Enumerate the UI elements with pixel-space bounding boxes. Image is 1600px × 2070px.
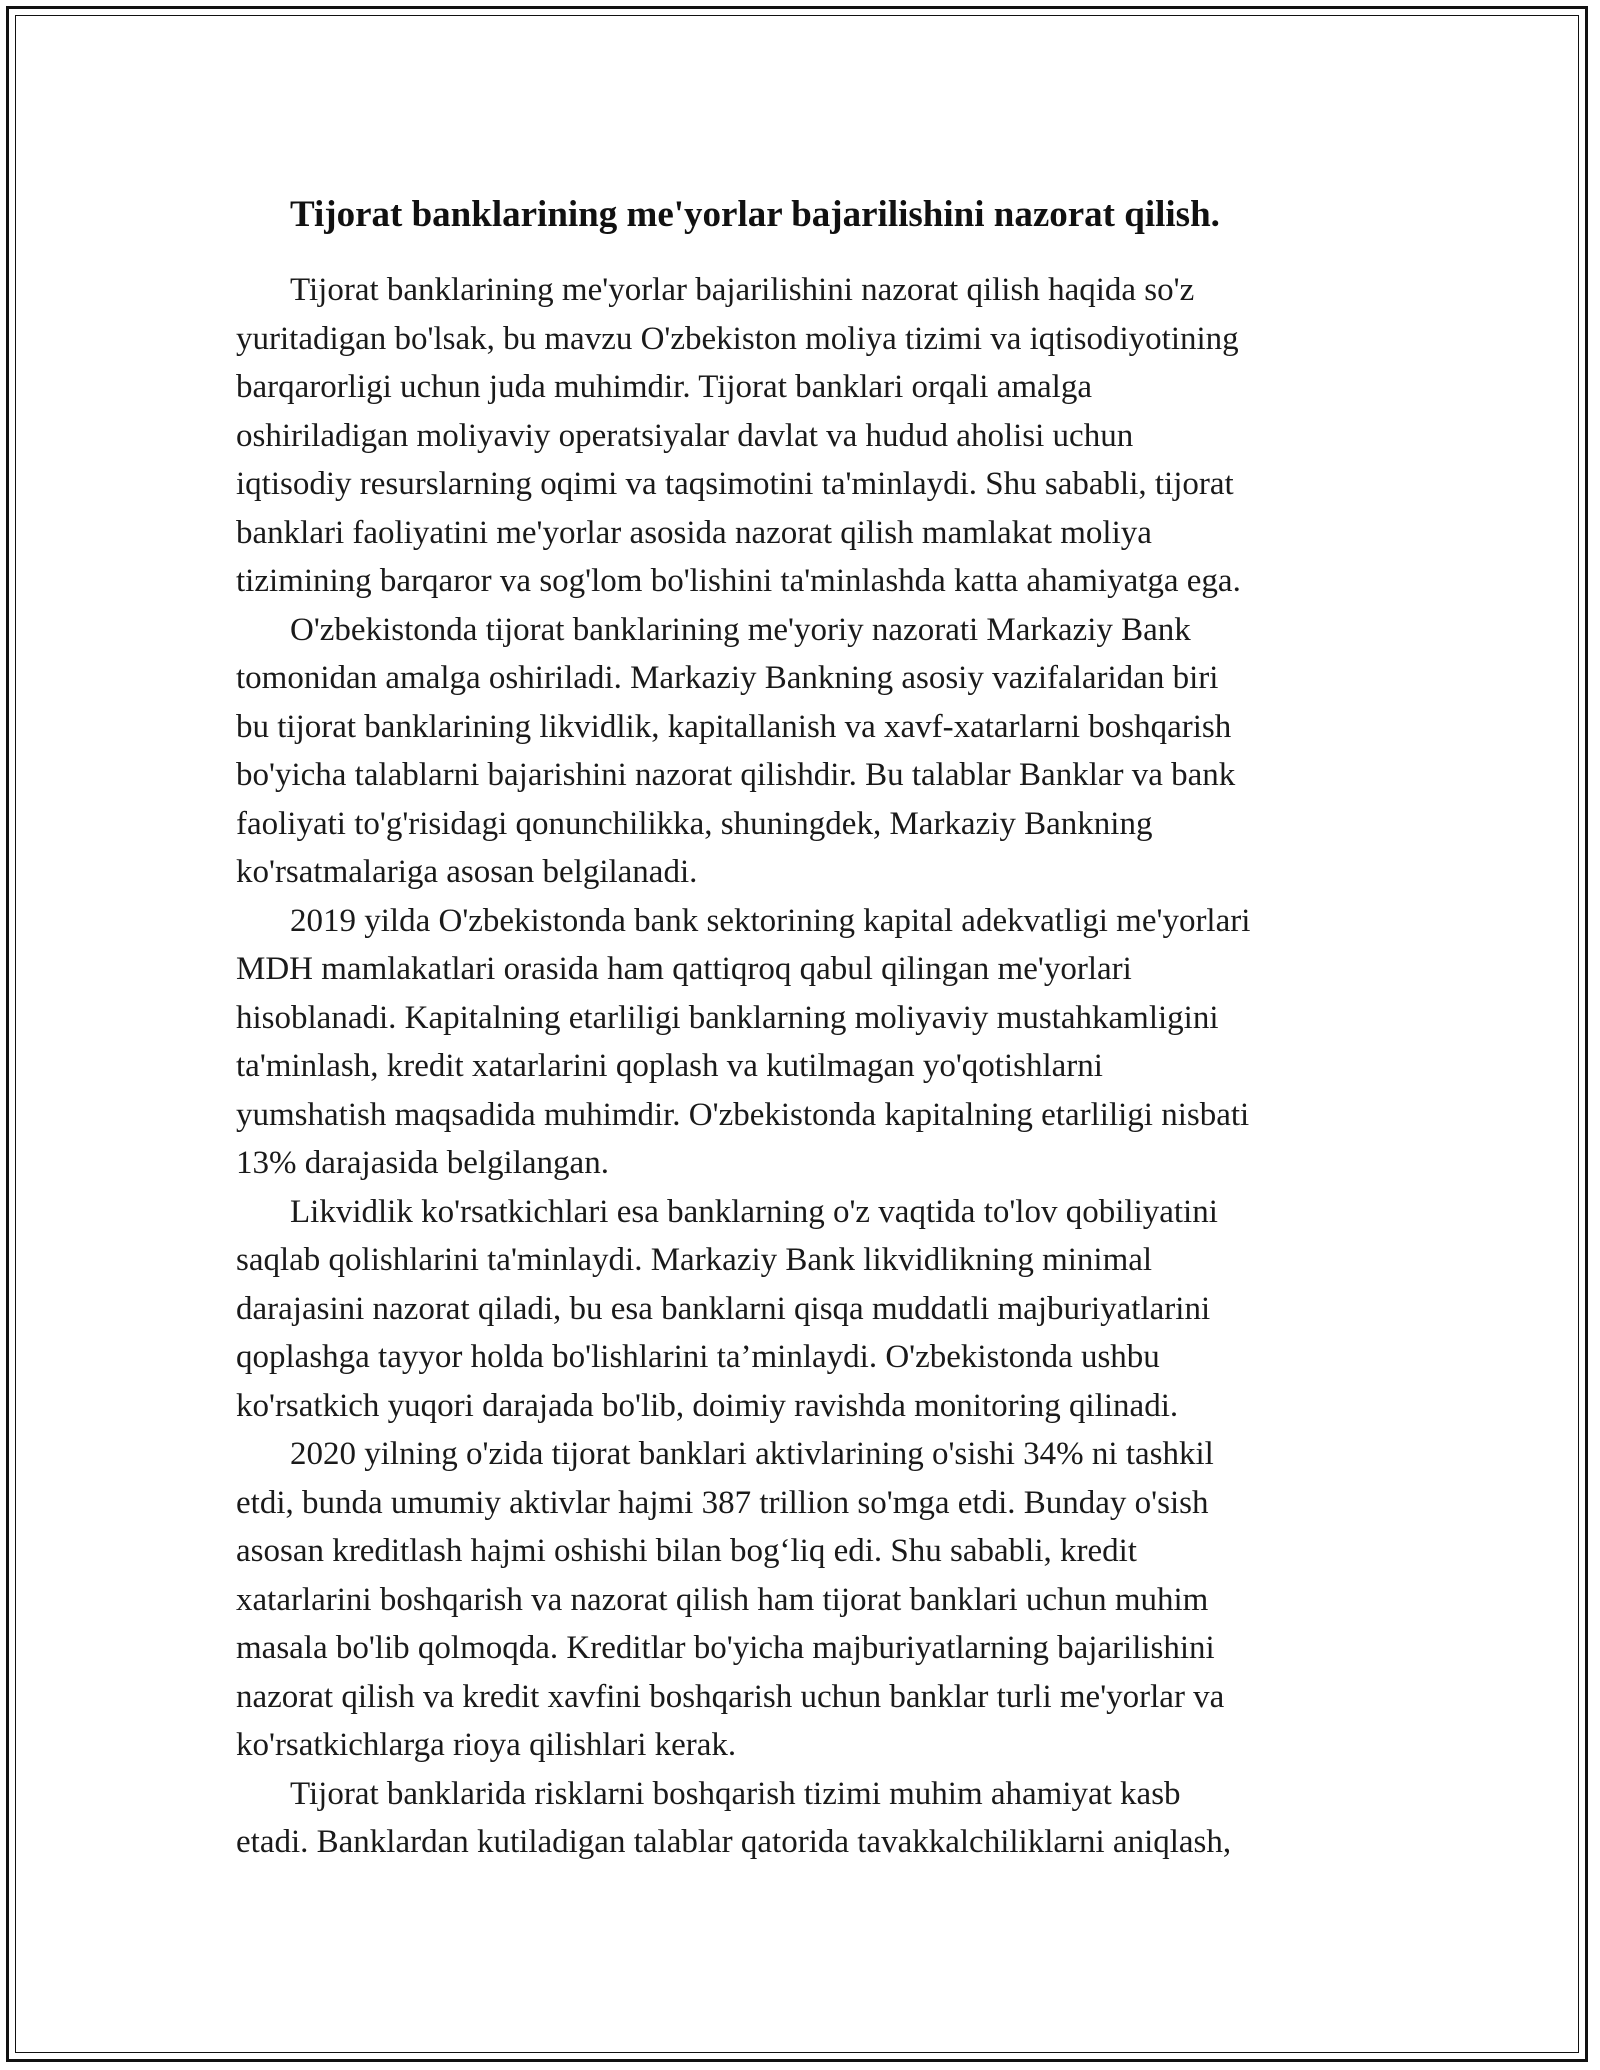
paragraph-1 <box>236 266 1376 606</box>
paragraph-line: yumshatish maqsadida muhimdir. O'zbekistonda kapitalning etarliligi nisbati <box>236 1096 1250 1133</box>
paragraph-line: oshiriladigan moliyaviy operatsiyalar davlat va hudud aholisi uchun <box>236 417 1134 454</box>
paragraph-line: faoliyati to'g'risidagi qonunchilikka, shuningdek, Markaziy Bankning <box>236 805 1153 842</box>
paragraph-4 <box>236 1188 1376 1431</box>
paragraph-line: iqtisodiy resurslarning oqimi va taqsimotini ta'minlaydi. Shu sababli, tijorat <box>236 466 1234 502</box>
paragraph-line: tomonidan amalga oshiriladi. Markaziy Bankning asosiy vazifalaridan biri <box>236 660 1219 696</box>
paragraph-line: asosan kreditlash hajmi oshishi bilan bog‘liq edi. Shu sababli, kredit <box>236 1533 1137 1569</box>
page-title: Tijorat banklarining me'yorlar bajarilishini nazorat qilish. <box>290 194 1220 235</box>
paragraph-line: yuritadigan bo'lsak, bu mavzu O'zbekiston moliya tizimi va iqtisodiyotining <box>236 320 1239 357</box>
paragraph-line: 2019 yilda O'zbekistonda bank sektorining kapital adekvatligi me'yorlari <box>290 902 1251 939</box>
paragraph-line: tizimining barqaror va sog'lom bo'lishini ta'minlashda katta ahamiyatga ega. <box>236 563 1241 599</box>
paragraph-line: saqlab qolishlarini ta'minlaydi. Markaziy Bank likvidlikning minimal <box>236 1242 1153 1278</box>
paragraph-line: 2020 yilning o'zida tijorat banklari aktivlarining o'sishi 34% ni tashkil <box>290 1436 1214 1472</box>
paragraph-line: nazorat qilish va kredit xavfini boshqarish uchun banklar turli me'yorlar va <box>236 1678 1225 1715</box>
paragraph-line: qoplashga tayyor holda bo'lishlarini ta’minlaydi. O'zbekistonda ushbu <box>236 1339 1160 1375</box>
paragraph-2 <box>236 606 1376 897</box>
paragraph-line: darajasini nazorat qiladi, bu esa banklarni qisqa muddatli majburiyatlarini <box>236 1290 1211 1327</box>
paragraph-line: ta'minlash, kredit xatarlarini qoplash va kutilmagan yo'qotishlarni <box>236 1048 1103 1084</box>
paragraph-line: Likvidlik ko'rsatkichlari esa banklarning o'z vaqtida to'lov qobiliyatini <box>290 1193 1218 1230</box>
paragraph-line: banklari faoliyatini me'yorlar asosida nazorat qilish mamlakat moliya <box>236 514 1152 551</box>
paragraph-line: 13% darajasida belgilangan. <box>236 1145 609 1181</box>
paragraph-5 <box>236 1430 1376 1770</box>
paragraph-line: hisoblanadi. Kapitalning etarliligi banklarning moliyaviy mustahkamligini <box>236 999 1219 1036</box>
paragraph-line: ko'rsatkichlarga rioya qilishlari kerak. <box>236 1727 737 1763</box>
paragraph-line: MDH mamlakatlari orasida ham qattiqroq qabul qilingan me'yorlari <box>236 951 1132 987</box>
paragraph-line: ko'rsatkich yuqori darajada bo'lib, doimiy ravishda monitoring qilinadi. <box>236 1387 1179 1424</box>
paragraph-line: etdi, bunda umumiy aktivlar hajmi 387 trillion so'mga etdi. Bunday o'sish <box>236 1484 1209 1521</box>
paragraph-line: ko'rsatmalariga asosan belgilanadi. <box>236 854 698 890</box>
paragraph-line: bu tijorat banklarining likvidlik, kapitallanish va xavf-xatarlarni boshqarish <box>236 708 1232 745</box>
paragraph-line: etadi. Banklardan kutiladigan talablar qatorida tavakkalchiliklarni aniqlash, <box>236 1824 1232 1860</box>
paragraph-line: Tijorat banklarining me'yorlar bajarilishini nazorat qilish haqida so'z <box>290 272 1195 308</box>
paragraph-line: barqarorligi uchun juda muhimdir. Tijorat banklari orqali amalga <box>236 369 1092 405</box>
paragraph-3 <box>236 897 1376 1188</box>
paragraph-6 <box>236 1770 1376 1867</box>
paragraph-line: Tijorat banklarida risklarni boshqarish tizimi muhim ahamiyat kasb <box>290 1775 1181 1812</box>
document-body <box>236 190 1376 1867</box>
paragraph-line: masala bo'lib qolmoqda. Kreditlar bo'yicha majburiyatlarning bajarilishini <box>236 1630 1215 1666</box>
paragraph-line: O'zbekistonda tijorat banklarining me'yoriy nazorati Markaziy Bank <box>290 611 1191 648</box>
paragraph-line: bo'yicha talablarni bajarishini nazorat qilishdir. Bu talablar Banklar va bank <box>236 757 1236 793</box>
paragraph-line: xatarlarini boshqarish va nazorat qilish ham tijorat banklari uchun muhim <box>236 1581 1209 1618</box>
